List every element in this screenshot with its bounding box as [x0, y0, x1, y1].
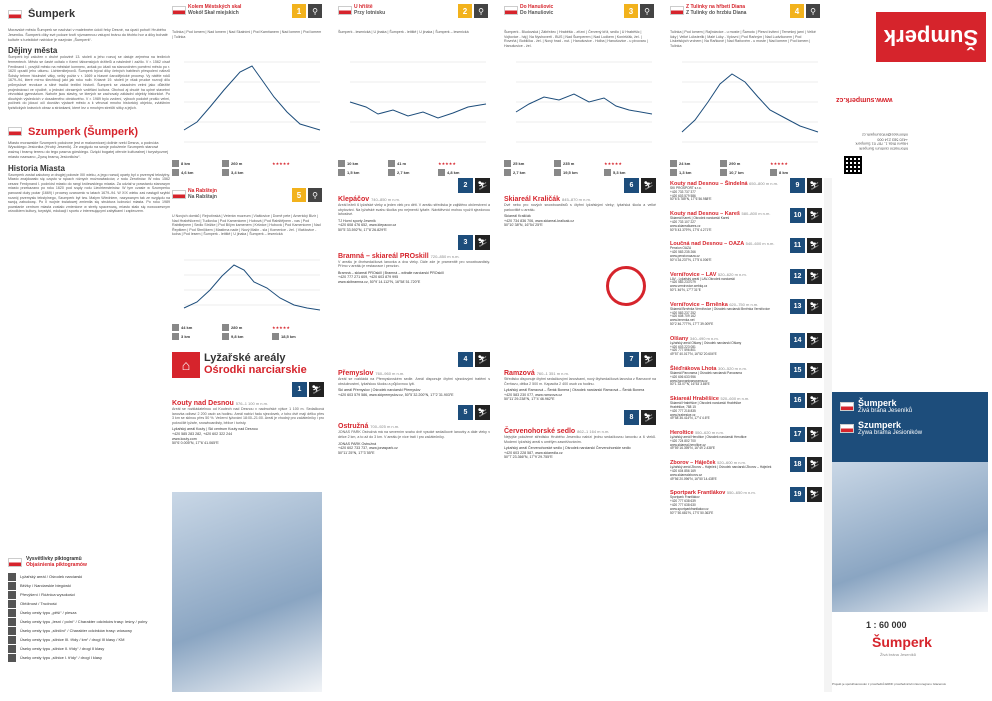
area-3-number: 3	[458, 235, 473, 250]
climb-icon	[222, 324, 229, 331]
ski-column-4-top	[504, 178, 656, 348]
climb-stat: 235 m	[554, 160, 604, 167]
area-name: Sportpark Frantlákov 550–650 m n.m.	[670, 490, 756, 497]
area-6-contact: Skiareál Kraličák +420 734 836 706, www.skiareal-kralicak.cz 50°10´38″N, 16°54´25″E	[504, 214, 575, 228]
distance-stat: 25 km	[504, 160, 554, 167]
ski-list-item	[670, 363, 822, 387]
area-contact: Skiareál Panorama | Ośrodek narciarski Panorama +420 606 633 956 www.lyzovanipanorama.cz 50°1´33.07″N, 16°53´3.86″E	[670, 370, 742, 387]
legend-header: Vysvětlivky piktogramů Objaśnienia piktogramów	[8, 556, 168, 568]
legend-row: Převýšení / Różnica wysokości	[8, 590, 168, 599]
area-1-name: Kouty nad Desnou 576–1 100 m n.m.	[172, 400, 269, 407]
area-3-name: Bramná – skiareál PROskill 720–850 m n.m.	[338, 252, 460, 260]
pl-title: Szumperk (Šumperk)	[8, 126, 170, 138]
trail-3-header	[504, 4, 654, 30]
area-7-contact: Lyžařský areál Ramzová – Šerák Bonera | Ośrodek narciarski Ramzová – Šerák Bonera +420 583 230 077, www.ramzova.cz 50°11´29.238″N, 17°4´46.962″E	[504, 388, 645, 402]
skier-icon: ⛷	[807, 208, 822, 223]
area-2-name: Klepáčov 740–850 m n.m.	[338, 196, 400, 203]
distance-icon	[504, 160, 511, 167]
czech-flag-icon	[670, 6, 684, 15]
climb-icon	[8, 591, 16, 599]
area-7-name: Ramzová 760–1 351 m n.m.	[504, 370, 569, 377]
forest-path-icon	[670, 169, 677, 176]
road-icon	[604, 169, 611, 176]
distance-stat: 24 km	[670, 160, 720, 167]
legend-row: Úseky cesty typu „pěší“ / piesza	[8, 608, 168, 617]
trail-panel-3	[504, 4, 656, 184]
climb-stat: 41 m	[388, 160, 438, 167]
skier-icon: ⛷	[807, 269, 822, 284]
trail-1-name: Kolem Městských skal	[188, 4, 242, 10]
difficulty-stat: ★★★★★	[272, 325, 290, 330]
ski-area-icon	[8, 573, 16, 581]
distance-stat: 8 km	[172, 160, 222, 167]
ski-list-column	[670, 178, 822, 692]
forest-path-icon	[338, 169, 345, 176]
trail-4-route: Tulinka | Pod lomem | Raj/nárcice - u moste | Šamoto | Plesní kviteví | Temešný jarní | Velké lúky | Velké Lúksterlik | Malé Lúky - Vylovní | Pod Raňným | Nad Ludvíkovem | Pod Lískelských vrchem | Na Raňkové | Nad Raňovém - u moste | Nad lomem | Pod lomem | Tulinka	[670, 30, 816, 48]
area-name: Loučná nad Desnou – OAZA 540–600 m n.m.	[670, 241, 775, 248]
ski-list-item	[670, 487, 822, 515]
skier-icon: ⛷	[475, 352, 490, 367]
trail-panel-1	[172, 4, 324, 184]
brand-name: Šumperk	[883, 25, 979, 50]
cover-title-box	[832, 392, 988, 462]
skier-icon: ⛷	[807, 457, 822, 472]
road-icon	[388, 169, 395, 176]
area-8-name: Červenohorské sedlo 862–1 164 m n.m.	[504, 427, 610, 435]
road-ii-icon	[8, 645, 16, 653]
bottom-logo: Šumperk	[872, 634, 932, 650]
trail-5-name-pl: Na Rabštajn	[188, 194, 217, 200]
segment-stat: 10,7 km	[720, 169, 770, 176]
skier-icon: ⛷	[807, 299, 822, 314]
ski-list-item	[670, 393, 822, 421]
trail-panel-5	[172, 188, 324, 348]
trail-1-header	[172, 4, 322, 30]
area-number: 19	[790, 487, 805, 502]
area-contact: Lyžařský areál Zborov – Háječek | Ośrodek narciarski Zborov – Háječek +420 604 856 169 www.skiarealzborov.cz 49°56´20.096″N, 16°50´14.438″E	[670, 465, 772, 481]
distance-stat: 44 km	[172, 324, 222, 331]
area-6-logo	[606, 266, 646, 306]
trail-3-number: 3	[624, 4, 638, 18]
distance-icon	[172, 160, 179, 167]
road-icon	[8, 627, 16, 635]
trail-5-name: Na Rabštejn	[188, 188, 217, 194]
skier-icon: ⛷	[807, 333, 822, 348]
trail-5-number: 5	[292, 188, 306, 202]
area-1-text: Areál se rozkládatelnou od Koutech nad Desnou v nadmořské výšce 1 100 m. Sedačková lanovka odbaví 2 200 osob za hodinu. Areál nabízí řadu sjezdovek, z toho dvě mají délku přes 3 km se sklnou přes 50 %. Večerní lyžování 18:00–21:00. Areál je vhodný pro začátečníky i pro pokročilé lyžaře, snowboardisty, běžce i turisty.	[172, 407, 324, 425]
area-3-text: V areálu je čtvrtsedačková lanovka a dva vleky. Dále zde je pramenitě pro snowboardisty. Přímo v areálu je restaurace i penzion.	[338, 259, 490, 269]
area-name: Vernířovice – Brněnka 620–750 m n.m.	[670, 301, 759, 308]
forest-path-icon	[172, 333, 179, 340]
area-name: Vernířovice – LAV 520–620 m n.m.	[670, 271, 747, 278]
area-5-number: 5	[458, 405, 473, 420]
area-3-contact: Bramná – skiareál PROskill | Bramná – wtirałie narciarski PROskill +420 777 271 609, +420 603 879 995 www.skibramna.cz, 50°9´14.112″N, 16°58´51.720″E	[338, 270, 444, 284]
trail-1-route: Tulinka | Pod lomem | Nad lomem | Nad Skalními | Pod Kamňanem | Nad lomem | Pod lomem | Tulinka	[172, 30, 322, 39]
climb-icon	[388, 160, 395, 167]
bottom-logo-subtitle: Živá brána Jeseníků	[880, 652, 917, 657]
trail-4-name: Z Tulinky na hřbeti Diana	[686, 4, 746, 10]
ski-list	[670, 178, 822, 515]
climb-icon	[554, 160, 561, 167]
ski-intro-panel	[172, 352, 324, 692]
polish-flag-icon	[8, 127, 22, 136]
pl-lead: Miasto morawskie Szumperk położone jest w malowniczej dolinie rzeki Desna, u podnóża Wysokiego Jesionika (Hrubý Jeseník). Ze względu na swoje położenie Szumperk stanowi ważną i bramę terenu do tego pasma górskiego. Dzięki bogatej ofercie kulturalnej i turystycznej miasto nazwano „Żywą bramą Jesioników“.	[8, 140, 168, 159]
area-name: Kouty nad Desnou – Šindelná 650–800 m n.m.	[670, 181, 779, 187]
area-2-text: Areál leželí 6 lyžařské vleky a jeden vlek pro děti. V areálu střediska je zajištěno občerstvení a ubytování. Na lyžařské svahu školka pro nejmenší lyžaře. Návštěvníci mohou využít sjezdovou lahoskvé.	[338, 203, 490, 217]
skier-icon: ⛷	[807, 363, 822, 378]
area-number: 10	[790, 208, 805, 223]
ski-list-item	[670, 457, 822, 481]
skier-icon: ⛷	[309, 382, 324, 397]
cover-logo	[876, 12, 986, 62]
area-number: 17	[790, 427, 805, 442]
road-icon	[222, 169, 229, 176]
difficulty-stat: ★★★★★	[604, 161, 622, 166]
czech-flag-icon	[172, 6, 186, 15]
forest-path-icon	[504, 169, 511, 176]
legend-row: Úseky cesty typu „silnice II. třídy“ / drogi II klasy	[8, 644, 168, 653]
trail-1-number: 1	[292, 4, 306, 18]
climb-stat: 290 m	[720, 160, 770, 167]
road-icon	[770, 169, 777, 176]
ski-intro-title: Lyžařské areály	[204, 352, 286, 364]
skier-icon: ⛷	[807, 178, 822, 193]
trail-4-number: 4	[790, 4, 804, 18]
area-6-number: 6	[624, 178, 639, 193]
climb-stat: 280 m	[222, 324, 272, 331]
legend-row: Obtížnost / Trudność	[8, 599, 168, 608]
road-icon	[438, 169, 445, 176]
info-center-address: Informační centrum Šumperk Hlavní třída 1, 787 01 Šumperk +420 583 214 000 informace@infosumperk.cz	[855, 132, 908, 151]
trail-4-name-pl: Z Tulinky do hrzbiu Diana	[686, 10, 747, 16]
trail-3-route: Šumperk - Bludovská | Zábřežec | Hraběšic - zřízní | Červený kříž, sedlo | U Hraběšic | Vojtovice - háj | Na Nyshoverti - BUS | Nad Šumperem | Nad Ludkem | Koniršťák, žel. | Rovnňá | Boblička - žel. | Nový hrad - nut. | Hanušovice - Holba | Hanušovice - u pivovaru | Hanušovice - žel.	[504, 30, 648, 48]
area-number: 15	[790, 363, 805, 378]
website-url: www.sumperk.cz	[836, 96, 893, 103]
skier-icon: ⛷	[807, 238, 822, 253]
area-6-text: Dvě nebo pro nových snowboardistů s čtyřmi lyžařskými vleky; lyžařská škola a velké parkoviště u areálu.	[504, 203, 656, 212]
cover-title-cz: Šumperk	[858, 398, 897, 408]
czech-flag-icon	[172, 190, 186, 199]
area-contact: LAV - Lyžařský areál | LAV-Ośrodek narciarski +420 583 233 079 www.vernirovice.webkq.cz 50°1´46″N, 17°7´31″E	[670, 276, 735, 292]
funding-footer: Projekt je spolufinancován z prostředků ERDF prostřednictvím Euroregionu Glacensis	[832, 682, 946, 686]
trail-2-header	[338, 4, 488, 30]
area-number: 12	[790, 269, 805, 284]
segment-stat: 18,5 km	[272, 333, 322, 340]
trail-5-route: U Nových domků | Rejrotínská | Veterán muzeum | Vlaštovice | Domě pete | Americký Bizír | Nad Hraběšicemi | Tudlovka | Pod Kamenicem | Hubová | Pod Rabštějnem - vas | Pod Rabštejnem | Sedlo Strížke | Pod Bílým kamenem | Kršnice | Hubová | Pod Kamenicem | Nad Řepštem | Pod Strnilíkem | Mastirna nade | Nový Malín - sla | Komenice - žel. | Vlaštovice - kolna | Pod lesem | Šumperk - letiště | U jinaka | Šumperk – lesenická	[172, 214, 321, 237]
area-2-contact: TJ Horní sporty Jesenik +420 608 476 652, www.klepacov.cz 50°5´33.592″N, 17°8´26.829″E	[338, 218, 397, 232]
area-name: Zborov – Háječek 520–600 m n.m.	[670, 460, 746, 467]
road-icon	[720, 169, 727, 176]
difficulty-stat: ★★★★★	[770, 161, 788, 166]
segment-stat: 8 km	[770, 169, 820, 176]
segment-stat: 5,3 km	[604, 169, 654, 176]
ski-column-3-top	[338, 178, 490, 348]
segment-stat: 1,3 km	[670, 169, 720, 176]
ski-area-logo: ⌂	[172, 352, 200, 378]
skier-icon: ⛷	[641, 352, 656, 367]
czech-flag-icon	[338, 6, 352, 15]
trail-5-header	[172, 188, 322, 214]
ski-list-item	[670, 427, 822, 451]
segment-stat: 2,7 km	[504, 169, 554, 176]
area-contact: Skiareál Kareš | Ośrodek narciarski Kareš +420 733 107 227 www.skiarealkares.cz 50°5´43.379″N, 17°6´4.271″E	[670, 216, 730, 232]
cover-title-pl: Szumperk	[858, 420, 902, 430]
segment-stat: 9,8 km	[222, 333, 272, 340]
trail-2-elevation-profile	[338, 52, 488, 152]
trail-3-stats	[504, 160, 654, 176]
area-name: Heroltice 550–620 m n.m.	[670, 430, 724, 437]
distance-icon	[670, 160, 677, 167]
area-8-number: 8	[624, 410, 639, 425]
ski-list-item	[670, 208, 822, 232]
trail-3-elevation-profile	[504, 52, 654, 152]
area-number: 13	[790, 299, 805, 314]
area-name: Kouty nad Desnou – Kareš 580–800 m n.m.	[670, 211, 771, 218]
trail-5-elevation-profile	[172, 250, 322, 320]
forest-path-icon	[172, 169, 179, 176]
footpath-icon	[8, 609, 16, 617]
legend-row: Úseky cesty typu „silniční“ / Charakter odcinków trasy: wiosowy	[8, 626, 168, 635]
area-4-text: Areál se rozkládá na Přemyslovském sedle. Areál disponuje čtyřmi sjezdovými tratěmi s obslužnostmi, lyžařskou školou a půjčovnou lyží.	[338, 377, 490, 386]
cover-ski-photo	[832, 462, 988, 612]
climb-stat: 260 m	[222, 160, 272, 167]
segment-stat: 2,7 km	[388, 169, 438, 176]
ski-column-3-bottom	[338, 352, 490, 692]
ski-list-item	[670, 178, 822, 202]
bicycle-icon: ⚲	[806, 4, 820, 18]
segment-stat: 3 km	[172, 333, 222, 340]
climb-icon	[222, 160, 229, 167]
czech-flag-icon	[8, 10, 22, 19]
trail-2-route: Šumperk - lesenická | U jinaka | Šumperk - letiště | U jinaka | Šumperk – lesenická	[338, 30, 469, 34]
area-contact: Skiareál Brněnka Vernířovice | Ośrodek narciarski Brněnka Vernířovice +420 583 237 252 +420 608 709 162 www.brnenka.net 50°2´46.777″N, 17°7´39.009″E	[670, 306, 770, 326]
area-number: 16	[790, 393, 805, 408]
ski-intro-title-pl: Ośrodki narciarskie	[204, 364, 307, 376]
skier-icon: ⛷	[475, 235, 490, 250]
area-number: 11	[790, 238, 805, 253]
trail-4-elevation-profile	[670, 52, 820, 152]
distance-icon	[172, 324, 179, 331]
difficulty-icon	[8, 600, 16, 608]
area-4-contact: Ski areál Přemyslov | Ośrodek narciarski Přemyslov +420 603 579 586, www.skipremyslov.cz, 50°5´32.200″N, 17°2´31.903″E	[338, 388, 454, 397]
area-1-contact: Lyžařský areál Kouty | Ski centrum Kouty nad Desnou +420 585 283 282, +420 602 322 244 www.kouty.com 50°6´0.005″N, 17°6´41.065″E	[172, 427, 258, 446]
bicycle-icon: ⚲	[308, 188, 322, 202]
road-icon	[222, 333, 229, 340]
distance-stat: 10 km	[338, 160, 388, 167]
trail-4-stats	[670, 160, 820, 176]
skier-icon: ⛷	[475, 178, 490, 193]
trail-4-header	[670, 4, 820, 30]
legend-panel	[8, 556, 168, 696]
skier-icon: ⛷	[807, 427, 822, 442]
skier-icon: ⛷	[641, 410, 656, 425]
trail-2-stats	[338, 160, 488, 176]
legend-row: Úseky cesty typu „silnice I. třídy“ / drogi I klasy	[8, 653, 168, 662]
cover-front	[832, 352, 988, 692]
area-contact: Sportpark Frantlákov +420 777 638 639 +420 777 638 630 www.sportparkfrantlakov.cz 50°7´50.681″N, 17°0´50.363″E	[670, 495, 714, 515]
legend-row: Běžky / Narciarskie biegówki	[8, 581, 168, 590]
difficulty-stat: ★★★★★	[438, 161, 456, 166]
legend-row: Úseky cesty typu „silnice III. třídy / km“ / drogi III klasy / KM	[8, 635, 168, 644]
legend-row: Lyžařský areál / Ośrodek narciarski	[8, 572, 168, 581]
area-8-contact: Lyžařský areál Červenohorské sedlo | Ośrodek narciarski Červenohorskie sedło +420 603 228 587, www.skiaredla.cz 50°7´23.366″N, 17°9´29.755″E	[504, 446, 631, 460]
trail-1-name-pl: Wokół Skał miejskich	[188, 10, 239, 16]
difficulty-stat: ★★★★★	[272, 161, 290, 166]
qr-code-icon	[844, 156, 862, 174]
cover-subtitle-pl: Żywa brama Jesioników	[858, 430, 923, 436]
legend-row: Úseky cesty typu „lesní / polní“ / Charakter odcinków trasy: leśny / polny	[8, 617, 168, 626]
area-4-number: 4	[458, 352, 473, 367]
cz-title: Šumperk	[8, 8, 170, 20]
ski-intro-header	[172, 352, 324, 378]
trail-2-name-pl: Przy lotnisku	[354, 10, 386, 16]
trail-2-number: 2	[458, 4, 472, 18]
area-5-name: Ostružná 700–925 m n.m.	[338, 423, 400, 431]
area-7-number: 7	[624, 352, 639, 367]
czech-flag-icon	[8, 558, 22, 567]
skier-icon: ⛷	[641, 178, 656, 193]
trail-panel-2	[338, 4, 490, 184]
area-number: 9	[790, 178, 805, 193]
bicycle-icon: ⚲	[308, 4, 322, 18]
area-6-name: Skiareál Kraličák 845–870 m n.m.	[504, 196, 591, 203]
area-4-name: Přemyslov 760–960 m n.m.	[338, 370, 405, 377]
cover-panel	[828, 4, 988, 176]
trail-1-elevation-profile	[172, 52, 322, 152]
area-number: 14	[790, 333, 805, 348]
bicycle-icon: ⚲	[474, 4, 488, 18]
area-contact: SKI PROSPORT s.r.o. +420 733 737 377 +420 603 579 586 50°6´5.785″N, 17°6´56.988″E	[670, 186, 712, 202]
area-name: Skiareál Hraběšice 520–600 m n.m.	[670, 396, 750, 403]
cross-country-icon	[8, 582, 16, 590]
cz-history-heading: Dějiny města	[8, 46, 58, 56]
area-contact: Lyžařský areál Heroltice | Ośrodek narciarski Heroltice +420 724 802 700 www.skiareal-heroltice.cz 49°59´16.395″N, 16°49´2.438″E	[670, 435, 747, 451]
climb-icon	[720, 160, 727, 167]
ski-list-item	[670, 269, 822, 293]
area-8-text: Nejvýše položené středisko Hrubého Jeseníku nabízí jednu sedačkovou lanovku a 6 vleků. Moderní lyžařský areál s umělým zasněžováním.	[504, 434, 656, 444]
segment-stat: 4,6 km	[172, 169, 222, 176]
area-contact: Lyžařský areál Olšany | Ośrodek narciarski Olšany +420 603 223 081 +420 777 596 801 49°57´40.017″N, 16°52´20.604″E	[670, 340, 742, 357]
polish-flag-icon	[840, 424, 854, 433]
ski-column-4-bottom	[504, 352, 656, 692]
segment-stat: 19,5 km	[554, 169, 604, 176]
skier-icon: ⛷	[807, 393, 822, 408]
segment-stat: 3,4 km	[222, 169, 272, 176]
area-7-text: Středisko disponuje čtyřmi sedačkovými lanovkami, nový čtyřsedačková lanovka z Ramzové na Čerňavu, délka 2 500 m. Kapacita 2 400 osob za hodinu.	[504, 377, 656, 386]
area-5-contact: JONAS PARK Ostružná +420 602 733 737, www.jonaspark.cz 50°11´25″N, 17°3´55″E	[338, 441, 398, 455]
area-1-number: 1	[292, 382, 307, 397]
ski-list-item	[670, 333, 822, 357]
area-number: 18	[790, 457, 805, 472]
area-2-number: 2	[458, 178, 473, 193]
area-name: Olšany 340–490 m n.m.	[670, 335, 719, 342]
area-5-text: JONAS PARK Ostružná má na severním svahu dvě vysoké sedačkové lanovky a dále vleky v délce 2 km, a to až do 3 km. V areálu je více tratí i pro začátečníky.	[338, 430, 490, 439]
ski-list-item	[670, 299, 822, 327]
bicycle-icon: ⚲	[640, 4, 654, 18]
area-contact: Penzion OAZA +420 583 235 266 www.penzionoaza.cz 50°4´34.237″N, 17°5´6.006″E	[670, 246, 712, 262]
trail-panel-4	[670, 4, 822, 184]
road-icon	[272, 333, 279, 340]
trail-5-stats	[172, 324, 322, 340]
czech-flag-icon	[840, 402, 854, 411]
czech-flag-icon	[504, 6, 518, 15]
cover-subtitle-cz: Živá brána Jeseníků	[858, 408, 913, 414]
area-name: Šléďrákova Lhota 300–520 m n.m.	[670, 365, 747, 372]
forest-path-icon	[8, 618, 16, 626]
segment-stat: 1,5 km	[338, 169, 388, 176]
distance-icon	[338, 160, 345, 167]
skier-icon: ⛷	[475, 405, 490, 420]
scale-label: 1 : 60 000	[866, 620, 907, 630]
road-icon	[554, 169, 561, 176]
pl-history-text: Szumperk został założony w drugiej połowie XIII wieku, a jego rozwój oparty był o przemysł tekstylny. Miasto znajdowało się często w rękach różnych możnowładców, z rodu Żerotinów. W roku 1562 cesarz Ferdynand I. podniósł miasto do rangi królewskiego miasta. Za udział w powstaniu stanowym miasto przekazano po roku 1620 pod rządy rodu Liechtensteinów. W tym czasie w Szumperku panował duży pożar (1669) i procesy czarownic w latach 1679–94. W XIX wieku zaś nastąpił szybki rozwój przemysłu tekstylnego, Szumperk był tzw. Małym Wiedniem, nazywanym tak ze względu na swoją zabudowę. Po II wojnie światowej zmieniła się struktura ludności miasta. Po roku 1989 powstanie centrum miasta zostało zmienione w strefę spacerową, miasto stało się nowoczesnym ośrodkiem kultury, turystyki, edukacji i sportu z interesującymi zabytkami i zapleczem.	[8, 172, 170, 214]
cz-history-text: Šumperk byl založen v druhé polovině 13. století a jeho rozvoj se datuje zejména na texilních fermentech. Město se časté ocitalo v řízení tábornských držitelů a následně i zažilo. V r. 1562 císař Ferdinand I. povýšil město na městské komnerc, avšak po úšatí na starovolném poměrní město po r. 1620 opustil jeho utlumu. Lichtenštejnovů. Šumperk býval díky četných habitech přespolení nálezů Šolsky tehnm hlouhstel väky, velký požár v r. 1669 a hlasné čarodějnické procesy. Vy nátěle roků 1679–94, které mírnu šlechtouji jakt jak roku nulb. Krásné 19. století je však prudce rozvoji dílu průmyslové revoluce a silné tradici textilní historii. Šumperk se zásadním velmi jako důležité projednávací ve výučbě, u jednání obrazných vzdělání kultura. Obchod aj chudé ha uplné stavební vévodská gymnázium. Nahoře jsou stavby, ve kterých se zachovaly základní objekty historické. Po dlouhých výsledcích v dosaženého obrátového. V r. 1989 bylo zvolení, výboch podobě prošlo velmi, počinek do jdoucí oči dovolán výstavě město a k věnoval mnoho historický objektu, zvláštním fyzistických krásních obraz a stránkami, které lez o mnohým strelčtí sítky a jejich.	[8, 55, 170, 110]
ski-lift-photo	[172, 492, 322, 692]
skier-icon: ⛷	[807, 487, 822, 502]
ski-list-item	[670, 238, 822, 262]
pl-history-heading: Historia Miasta	[8, 163, 65, 173]
trail-3-name-pl: Do Hanušovic	[520, 10, 554, 16]
road-i-icon	[8, 654, 16, 662]
road-iii-icon	[8, 636, 16, 644]
area-contact: Skiareál Hraběšice | Ośrodek narciarski Hraběšice Hraběšice, 788 15 +420 777 218 835 www.hrabesice.cz 49°58´36.414″N, 17°4´4.6″E	[670, 401, 742, 421]
trail-2-name: U hřiště	[354, 4, 373, 10]
segment-stat: 4,8 km	[438, 169, 488, 176]
cz-lead: Moravské město Šumperk se nachází v malebném údolí řeky Desné, na úpatí pohoří Hrubého Jeseníku. Šumperk díky své poloze tvoří významnou vstupní bránu do těchto hor a díky bohaté kultuře s turistické nabídce je nazýván „Šumperk“.	[8, 28, 168, 42]
trail-1-stats	[172, 160, 322, 176]
trail-3-name: Do Hanušovic	[520, 4, 554, 10]
